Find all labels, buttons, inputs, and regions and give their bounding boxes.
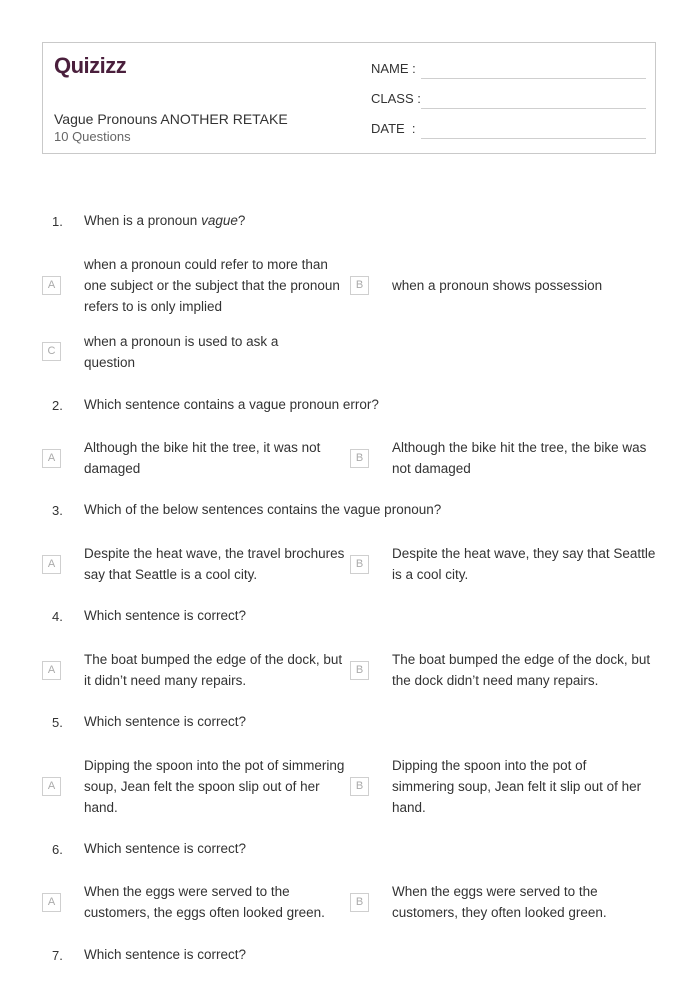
option-letter: A	[42, 893, 61, 912]
option-letter: A	[42, 449, 61, 468]
question-number: 4.	[52, 609, 63, 624]
option-text: Despite the heat wave, the travel brochures say that Seattle is a cool city.	[84, 546, 345, 582]
question-number: 6.	[52, 842, 63, 857]
option-text: The boat bumped the edge of the dock, but the dock didn’t need many repairs.	[392, 652, 651, 688]
option-text: when a pronoun shows possession	[392, 278, 603, 293]
question-text: When is a pronoun vague?	[84, 213, 246, 228]
question-text: Which sentence is correct?	[84, 714, 247, 729]
name-line	[421, 78, 646, 79]
quizizz-logo: Quizizz	[54, 53, 127, 78]
option-letter: B	[350, 276, 369, 295]
question-number: 3.	[52, 503, 63, 518]
question-number: 2.	[52, 398, 63, 413]
option-letter: A	[42, 555, 61, 574]
option-text: When the eggs were served to the customers, the eggs often looked green.	[84, 884, 325, 920]
option-letter: B	[350, 555, 369, 574]
date-line	[421, 138, 646, 139]
class-line	[421, 108, 646, 109]
option-text: Although the bike hit the tree, the bike was not damaged	[392, 440, 647, 476]
worksheet-title: Vague Pronouns ANOTHER RETAKE	[54, 111, 288, 127]
option-text: Despite the heat wave, they say that Seattle is a cool city.	[392, 546, 656, 582]
option-text: Dipping the spoon into the pot of simmering soup, Jean felt it slip out of her hand.	[392, 758, 642, 815]
option-text: Although the bike hit the tree, it was not damaged	[84, 440, 321, 476]
question-text: Which sentence is correct?	[84, 841, 247, 856]
question-text: Which sentence is correct?	[84, 608, 247, 623]
option-letter: B	[350, 661, 369, 680]
option-letter: A	[42, 777, 61, 796]
option-text: When the eggs were served to the customers, they often looked green.	[392, 884, 607, 920]
option-text: Dipping the spoon into the pot of simmering soup, Jean felt the spoon slip out of her hand.	[84, 758, 345, 815]
question-text: Which of the below sentences contains the vague pronoun?	[84, 502, 442, 517]
name-label: NAME :	[371, 61, 416, 76]
question-count: 10 Questions	[54, 129, 131, 144]
question-number: 5.	[52, 715, 63, 730]
option-letter: C	[42, 342, 61, 361]
option-letter: B	[350, 449, 369, 468]
question-text: Which sentence is correct?	[84, 947, 247, 962]
option-letter: A	[42, 276, 61, 295]
option-letter: A	[42, 661, 61, 680]
question-number: 7.	[52, 948, 63, 963]
option-text: when a pronoun could refer to more than one subject or the subject that the pronoun refers to is only implied	[84, 257, 340, 314]
worksheet-header	[42, 42, 656, 154]
question-number: 1.	[52, 214, 63, 229]
option-letter: B	[350, 893, 369, 912]
class-label: CLASS :	[371, 91, 421, 106]
date-label: DATE :	[371, 121, 416, 136]
question-text: Which sentence contains a vague pronoun error?	[84, 397, 379, 412]
option-text: when a pronoun is used to ask a question	[84, 334, 279, 370]
option-text: The boat bumped the edge of the dock, but it didn’t need many repairs.	[84, 652, 343, 688]
option-letter: B	[350, 777, 369, 796]
